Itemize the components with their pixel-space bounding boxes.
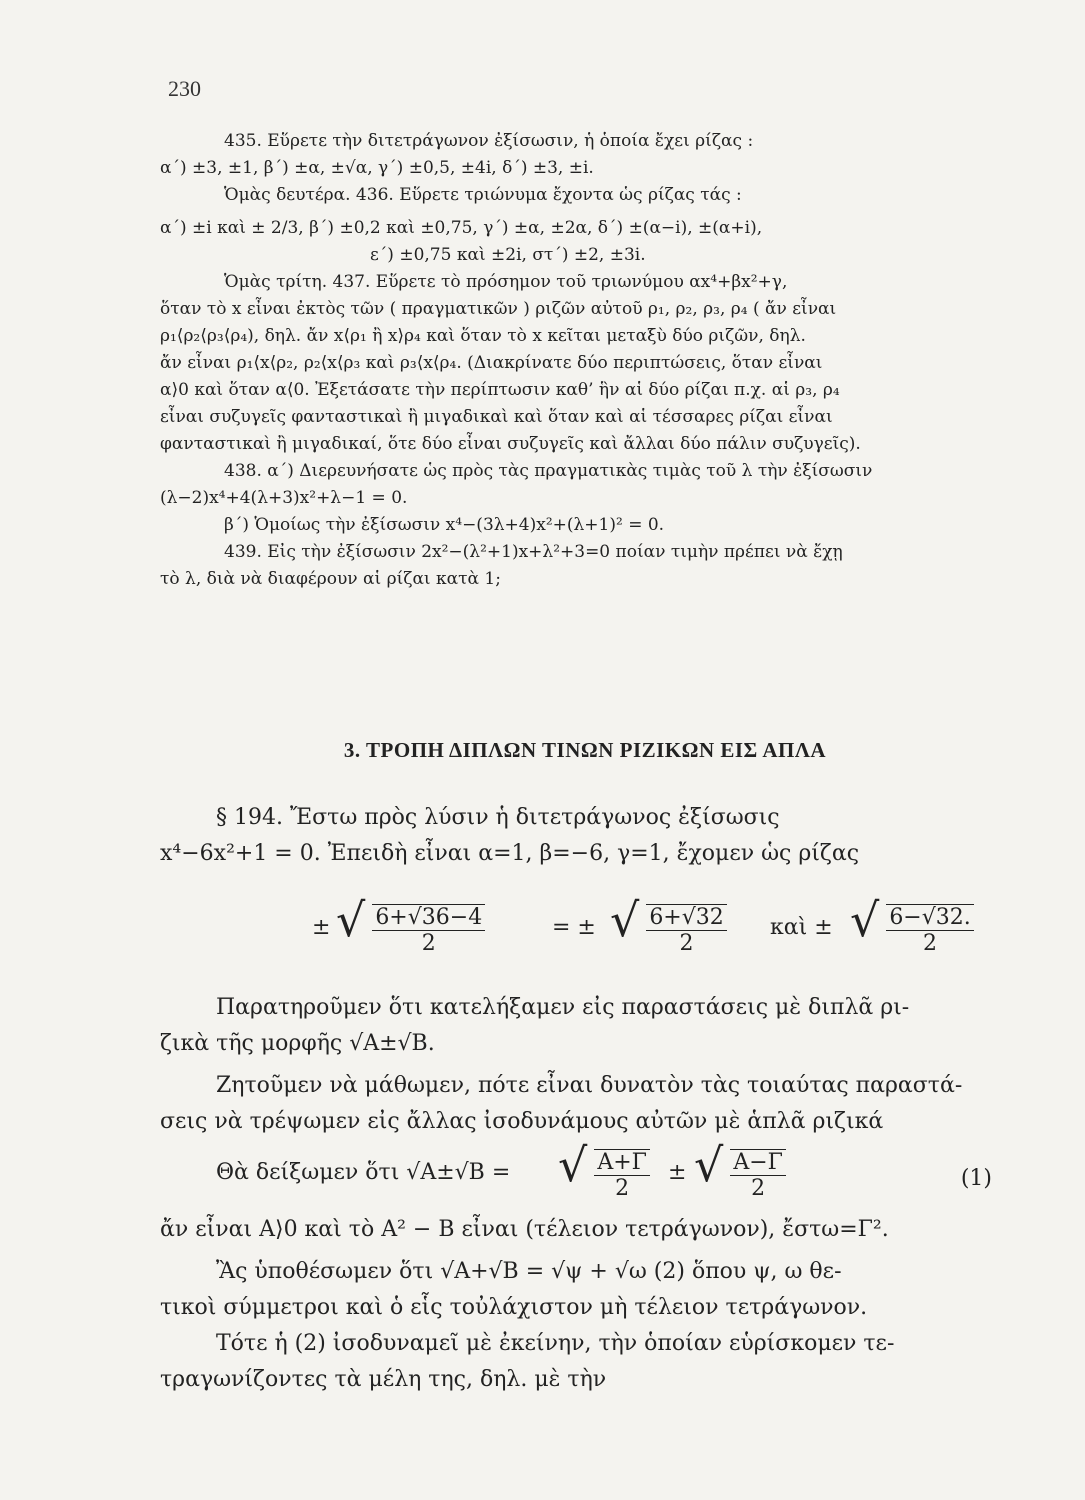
- exercise-line: τὸ λ, διὰ νὰ διαφέρουν αἱ ρίζαι κατὰ 1;: [160, 569, 501, 589]
- pm-sign: ±: [312, 915, 331, 940]
- body-bottom: [160, 1212, 1010, 1398]
- formula-1: [160, 1140, 1010, 1210]
- exercise-line: 438. α΄) Διερευνήσατε ὡς πρὸς τὰς πραγματικὰς τιμὰς τοῦ λ τὴν ἐξίσωσιν: [224, 461, 873, 481]
- denominator: 2: [421, 931, 436, 956]
- radical-icon: √: [610, 893, 640, 947]
- equals-pm: = ±: [552, 915, 596, 940]
- exercise-line: Ὁμὰς τρίτη. 437. Εὕρετε τὸ πρόσημον τοῦ τριωνύμου αx⁴+βx²+γ,: [224, 272, 788, 292]
- roots-formula: [160, 895, 1010, 965]
- numerator: A+Γ: [594, 1150, 650, 1176]
- body-line: x⁴−6x²+1 = 0. Ἐπειδὴ εἶναι α=1, β=−6, γ=1, ἔχομεν ὡς ρίζας: [160, 841, 860, 866]
- radical-icon: √: [558, 1138, 588, 1192]
- exercise-line: ρ₁⟨ρ₂⟨ρ₃⟨ρ₄), δηλ. ἄν x⟨ρ₁ ἢ x⟩ρ₄ καὶ ὅταν τὸ x κεῖται μεταξὺ δύο ριζῶν, δηλ.: [160, 326, 806, 346]
- exercise-line: α΄) ±3, ±1, β΄) ±α, ±√α, γ΄) ±0,5, ±4i, δ΄) ±3, ±i.: [160, 158, 594, 178]
- body-line: § 194. Ἔστω πρὸς λύσιν ἡ διτετράγωνος ἐξίσωσις: [216, 805, 780, 830]
- exercise-line: (λ−2)x⁴+4(λ+3)x²+λ−1 = 0.: [160, 488, 408, 508]
- denominator: 2: [615, 1176, 630, 1201]
- formula-lead: Θὰ δείξωμεν ὅτι √A±√B =: [216, 1160, 511, 1185]
- pm-sign: ±: [668, 1160, 687, 1185]
- body-line: ἄν εἶναι A⟩0 καὶ τὸ A² − B εἶναι (τέλειον τετράγωνον), ἔστω=Γ².: [160, 1217, 889, 1242]
- exercise-line: 439. Εἰς τὴν ἐξίσωσιν 2x²−(λ²+1)x+λ²+3=0 ποίαν τιμὴν πρέπει νὰ ἔχῃ: [224, 542, 843, 562]
- body-line: Τότε ἡ (2) ἰσοδυναμεῖ μὲ ἐκείνην, τὴν ὁποίαν εὑρίσκομεν τε-: [216, 1331, 895, 1356]
- exercise-line: α⟩0 καὶ ὅταν α⟨0. Ἐξετάσατε τὴν περίπτωσιν καθ’ ἣν αἱ δύο ρίζαι π.χ. αἱ ρ₃, ρ₄: [160, 380, 840, 400]
- numerator: 6−√32.: [886, 905, 973, 931]
- denominator: 2: [751, 1176, 766, 1201]
- and-pm: καὶ ±: [770, 915, 833, 940]
- body-line: ζικὰ τῆς μορφῆς √A±√B.: [160, 1031, 435, 1056]
- section-heading: 3. ΤΡΟΠΗ ΔΙΠΛΩΝ ΤΙΝΩΝ ΡΙΖΙΚΩΝ ΕΙΣ ΑΠΛΑ: [343, 738, 827, 762]
- exercise-line: α΄) ±i καὶ ± 2/3, β΄) ±0,2 καὶ ±0,75, γ΄) ±α, ±2α, δ΄) ±(α−i), ±(α+i),: [160, 218, 763, 238]
- body-middle: [160, 990, 1010, 1140]
- equation-number: (1): [960, 1166, 992, 1191]
- numerator: 6+√36−4: [372, 905, 485, 931]
- body-line: Ἂς ὑποθέσωμεν ὅτι √A+√B = √ψ + √ω (2) ὅπου ψ, ω θε-: [216, 1259, 842, 1284]
- radical-icon: √: [694, 1138, 724, 1192]
- denominator: 2: [923, 931, 938, 956]
- exercise-line: Ὁμὰς δευτέρα. 436. Εὕρετε τριώνυμα ἔχοντα ὡς ρίζας τάς :: [224, 185, 742, 205]
- body-line: Παρατηροῦμεν ὅτι κατελήξαμεν εἰς παραστάσεις μὲ διπλᾶ ρι-: [216, 995, 910, 1020]
- radical-icon: √: [850, 893, 880, 947]
- body-line: τικοὶ σύμμετροι καὶ ὁ εἷς τοὐλάχιστον μὴ τέλειον τετράγωνον.: [160, 1295, 868, 1320]
- body-line: Ζητοῦμεν νὰ μάθωμεν, πότε εἶναι δυνατὸν τὰς τοιαύτας παραστά-: [216, 1073, 963, 1098]
- radical-icon: √: [336, 893, 366, 947]
- exercise-line: 435. Εὕρετε τὴν διτετράγωνον ἐξίσωσιν, ἡ ὁποία ἔχει ρίζας :: [224, 131, 754, 151]
- exercise-line: εἶναι συζυγεῖς φανταστικαὶ ἢ μιγαδικαὶ καὶ ὅταν καὶ αἱ τέσσαρες ρίζαι εἶναι: [160, 407, 833, 427]
- numerator: A−Γ: [730, 1150, 786, 1176]
- body-line: σεις νὰ τρέψωμεν εἰς ἄλλας ἰσοδυνάμους αὐτῶν μὲ ἁπλᾶ ριζικά: [160, 1109, 884, 1134]
- exercise-line: β΄) Ὁμοίως τὴν ἐξίσωσιν x⁴−(3λ+4)x²+(λ+1)² = 0.: [224, 515, 665, 535]
- page-number: 230: [168, 76, 201, 101]
- exercise-line: ὅταν τὸ x εἶναι ἐκτὸς τῶν ( πραγματικῶν ) ριζῶν αὐτοῦ ρ₁, ρ₂, ρ₃, ρ₄ ( ἄν εἶναι: [160, 299, 837, 319]
- body-top: [160, 800, 1010, 872]
- exercise-line: φανταστικαὶ ἢ μιγαδικαί, ὅτε δύο εἶναι συζυγεῖς καὶ ἄλλαι δύο πάλιν συζυγεῖς).: [160, 434, 861, 454]
- exercise-line: ἄν εἶναι ρ₁⟨x⟨ρ₂, ρ₂⟨x⟨ρ₃ καὶ ρ₃⟨x⟨ρ₄. (Διακρίνατε δύο περιπτώσεις, ὅταν εἶναι: [160, 353, 823, 373]
- exercise-line: ε΄) ±0,75 καὶ ±2i, στ΄) ±2, ±3i.: [370, 245, 646, 265]
- body-line: τραγωνίζοντες τὰ μέλη της, δηλ. μὲ τὴν: [160, 1367, 607, 1392]
- denominator: 2: [679, 931, 694, 956]
- numerator: 6+√32: [646, 905, 726, 931]
- exercises-block: [160, 128, 1010, 593]
